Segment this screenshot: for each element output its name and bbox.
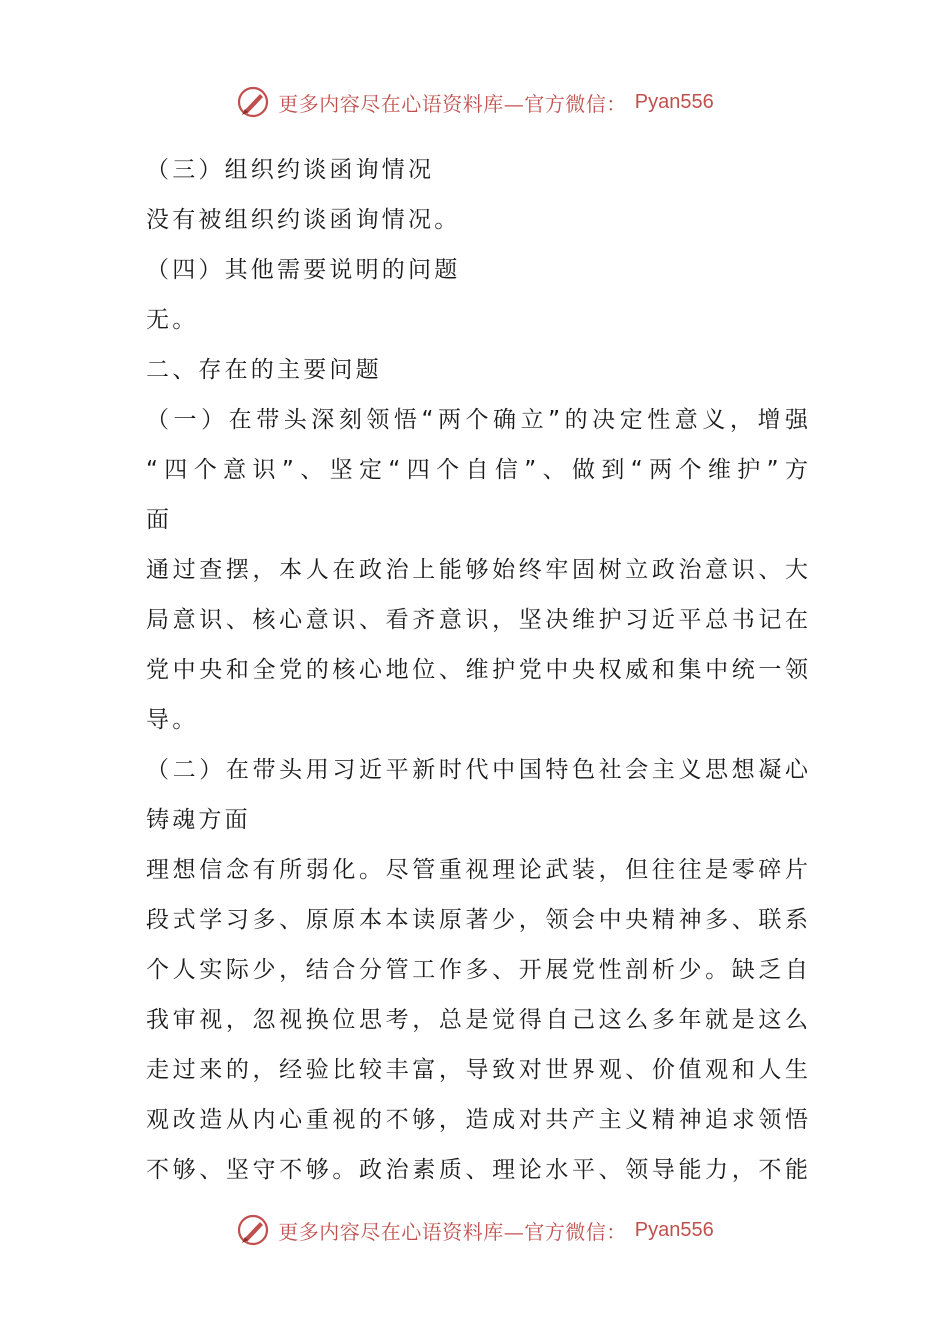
section-heading: （三）组织约谈函询情况	[146, 157, 435, 183]
section-heading: （四）其他需要说明的问题	[146, 257, 461, 283]
paragraph-line: 我审视，忽视换位思考，总是觉得自己这么多年就是这么	[146, 1007, 808, 1033]
pen-logo-icon	[236, 1213, 270, 1247]
section-heading: （二）在带头用习近平新时代中国特色社会主义思想凝心	[146, 757, 808, 783]
section-heading: 面	[146, 507, 173, 533]
paragraph-line: 观改造从内心重视的不够，造成对共产主义精神追求领悟	[146, 1107, 808, 1133]
section-heading: “四个意识”、坚定“四个自信”、做到“两个维护”方	[146, 457, 808, 483]
paragraph-line: 不够、坚守不够。政治素质、理论水平、领导能力，不能	[146, 1157, 808, 1183]
pen-logo-icon	[236, 85, 270, 119]
header-banner	[0, 80, 950, 124]
banner-text: 更多内容尽在心语资料库—官方微信：	[278, 1219, 627, 1244]
banner-wechat-id: Pyan556	[634, 90, 714, 113]
paragraph-line: 个人实际少，结合分管工作多、开展党性剖析少。缺乏自	[146, 957, 808, 983]
document-body	[146, 145, 808, 1195]
paragraph-line: 理想信念有所弱化。尽管重视理论武装，但往往是零碎片	[146, 857, 808, 883]
banner-wechat-id: Pyan556	[634, 1218, 714, 1241]
footer-banner	[0, 1208, 950, 1252]
paragraph-line: 走过来的，经验比较丰富，导致对世界观、价值观和人生	[146, 1057, 808, 1083]
paragraph-line: 导。	[146, 707, 199, 733]
section-heading: （一）在带头深刻领悟“两个确立”的决定性意义，增强	[146, 407, 808, 433]
paragraph-line: 通过查摆，本人在政治上能够始终牢固树立政治意识、大	[146, 557, 808, 583]
paragraph-line: 局意识、核心意识、看齐意识，坚决维护习近平总书记在	[146, 607, 808, 633]
banner-text: 更多内容尽在心语资料库—官方微信：	[278, 91, 627, 116]
paragraph-line: 段式学习多、原原本本读原著少，领会中央精神多、联系	[146, 907, 808, 933]
paragraph-line: 党中央和全党的核心地位、维护党中央权威和集中统一领	[146, 657, 808, 683]
paragraph-line: 无。	[146, 307, 199, 333]
chapter-heading: 二、存在的主要问题	[146, 357, 382, 383]
section-heading: 铸魂方面	[146, 807, 251, 833]
paragraph-line: 没有被组织约谈函询情况。	[146, 207, 461, 233]
